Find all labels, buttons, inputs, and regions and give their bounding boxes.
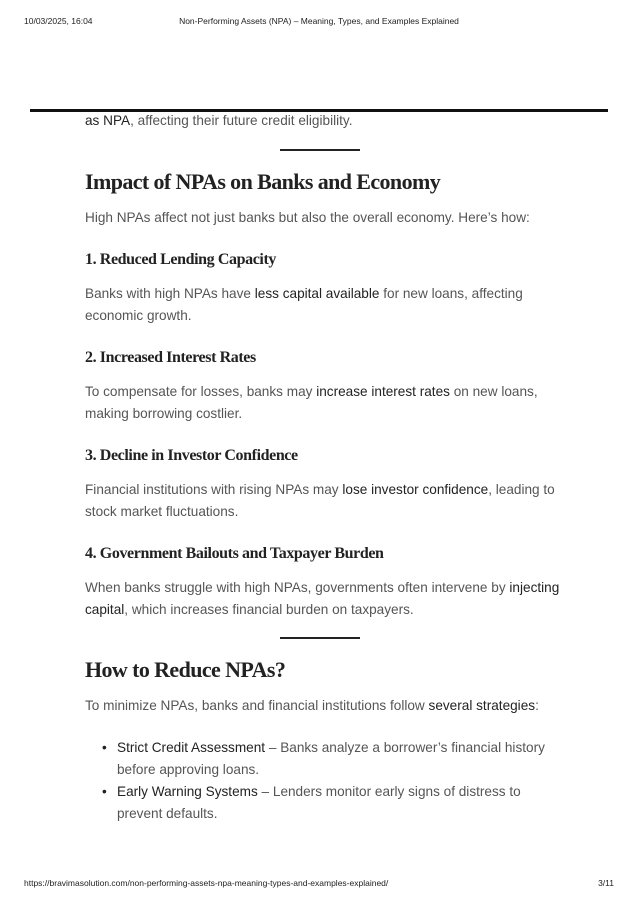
strategy-description: – Lenders monitor early signs of distress to prevent defaults. xyxy=(117,784,521,821)
reduce-heading: How to Reduce NPAs? xyxy=(85,657,286,682)
impact-item-text: Financial institutions with rising NPAs may lose investor confidence, leading to stock market fluctuations. xyxy=(85,482,555,519)
impact-item-title: 1. Reduced Lending Capacity xyxy=(85,251,276,268)
strategy-list xyxy=(102,737,565,825)
bullet-dot-icon: • xyxy=(102,740,107,755)
impact-heading: Impact of NPAs on Banks and Economy xyxy=(85,169,441,194)
list-item xyxy=(102,781,565,825)
article-content xyxy=(85,110,565,825)
print-url: https://bravimasolution.com/non-performing-assets-npa-meaning-types-and-examples-explained/ xyxy=(24,878,389,888)
impact-item-emph: injecting capital xyxy=(85,580,560,617)
impact-intro: High NPAs affect not just banks but also the overall economy. Here’s how: xyxy=(85,210,530,225)
print-footer xyxy=(24,878,614,890)
strategy-name: Strict Credit Assessment xyxy=(117,740,266,755)
strategy-name: Early Warning Systems xyxy=(117,784,258,799)
print-page-title: Non-Performing Assets (NPA) – Meaning, Types, and Examples Explained xyxy=(179,16,459,26)
impact-item-emph: less capital available xyxy=(254,286,380,301)
reduce-intro: To minimize NPAs, banks and financial institutions follow several strategies: xyxy=(85,698,539,713)
impact-item-emph: increase interest rates xyxy=(316,384,450,399)
page-number: 3/11 xyxy=(598,878,614,888)
bullet-dot-icon: • xyxy=(102,784,107,799)
intro-fragment xyxy=(85,110,565,132)
print-header xyxy=(24,16,614,28)
impact-item-emph: lose investor confidence xyxy=(342,482,489,497)
reduce-intro-emph: several strategies xyxy=(428,698,536,713)
section-separator xyxy=(280,149,360,151)
impact-item-title: 3. Decline in Investor Confidence xyxy=(85,447,298,464)
impact-item-text: When banks struggle with high NPAs, governments often intervene by injecting capital, which increases financial burden on taxpayers. xyxy=(85,580,560,617)
print-date: 10/03/2025, 16:04 xyxy=(24,16,93,26)
strategy-description: – Banks analyze a borrower’s financial history before approving loans. xyxy=(117,740,545,777)
section-separator xyxy=(280,637,360,639)
intro-fragment-text: , affecting their future credit eligibility. xyxy=(130,113,353,128)
impact-item-title: 4. Government Bailouts and Taxpayer Burden xyxy=(85,545,384,562)
intro-fragment-emph: as NPA xyxy=(85,113,131,128)
impact-item-title: 2. Increased Interest Rates xyxy=(85,349,256,366)
impact-item-text: Banks with high NPAs have less capital available for new loans, affecting economic growth. xyxy=(85,286,523,323)
impact-item-text: To compensate for losses, banks may increase interest rates on new loans, making borrowing costlier. xyxy=(85,384,538,421)
list-item xyxy=(102,737,565,781)
